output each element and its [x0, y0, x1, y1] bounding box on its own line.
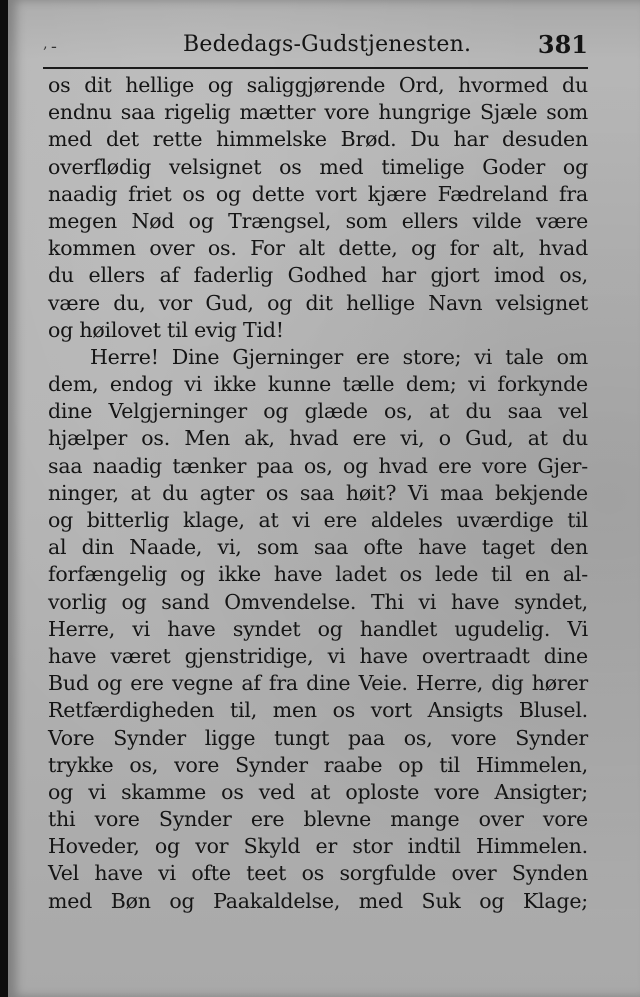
text-line: endnu saa rigelig mætter vore hungrige Sjæle som	[48, 100, 588, 125]
text-line: dine Velgjerninger og glæde os, at du saa vel	[48, 399, 588, 424]
text-line: og høilovet til evig Tid!	[48, 317, 284, 342]
text-line: du ellers af faderlig Godhed har gjort imod os,	[48, 263, 588, 288]
text-line: og vi skamme os ved at oploste vore Ansigter;	[48, 779, 588, 804]
text-line: hjælper os. Men ak, hvad ere vi, o Gud, at du	[48, 426, 588, 451]
running-head-title: Bededags-Gudstjenesten.	[183, 32, 472, 57]
text-line: være du, vor Gud, og dit hellige Navn velsignet	[48, 290, 588, 315]
book-page	[8, 0, 640, 997]
text-line: al din Naade, vi, som saa ofte have taget den	[48, 535, 588, 560]
text-line: med Bøn og Paakaldelse, med Suk og Klage;	[48, 888, 588, 913]
text-line: Hoveder, og vor Skyld er stor indtil Himmelen.	[48, 834, 588, 859]
text-line: dem, endog vi ikke kunne tælle dem; vi forkynde	[48, 372, 588, 397]
text-line: trykke os, vore Synder raabe op til Himmelen,	[48, 752, 588, 777]
paragraph-start-line: Herre! Dine Gjerninger ere store; vi tale om	[90, 344, 588, 369]
scan-left-edge	[0, 0, 8, 997]
header-rule	[43, 67, 588, 69]
text-line: vorlig og sand Omvendelse. Thi vi have syndet,	[48, 589, 588, 614]
text-line: thi vore Synder ere blevne mange over vore	[48, 807, 588, 832]
page-number: 381	[537, 30, 588, 59]
running-head-mark: ‚ ـ	[43, 36, 57, 52]
text-line: og bitterlig klage, at vi ere aldeles uværdige til	[48, 508, 588, 532]
text-line: megen Nød og Trængsel, som ellers vilde være	[48, 208, 588, 233]
text-line: Herre, vi have syndet og handlet ugudelig. Vi	[48, 616, 588, 641]
text-line: os dit hellige og saliggjørende Ord, hvormed du	[48, 73, 588, 97]
text-line: overflødig velsignet os med timelige Goder og	[48, 154, 588, 179]
body-text	[48, 72, 588, 915]
text-line: Vel have vi ofte teet os sorgfulde over Synden	[48, 861, 588, 886]
text-line: naadig friet os og dette vort kjære Fædreland fra	[48, 181, 588, 206]
text-line: kommen over os. For alt dette, og for alt, hvad	[48, 236, 588, 261]
text-line: forfængelig og ikke have ladet os lede til en al-	[48, 562, 588, 587]
text-line: Retfærdigheden til, men os vort Ansigts Blusel.	[48, 698, 588, 723]
running-head	[43, 30, 588, 62]
text-line: med det rette himmelske Brød. Du har desuden	[48, 127, 588, 152]
text-line: have været gjenstridige, vi have overtraadt dine	[48, 643, 588, 668]
text-line: saa naadig tænker paa os, og hvad ere vore Gjer-	[48, 453, 588, 478]
text-line: ninger, at du agter os saa høit? Vi maa bekjende	[48, 480, 588, 505]
text-line: Vore Synder ligge tungt paa os, vore Synder	[48, 725, 588, 750]
text-line: Bud og ere vegne af fra dine Veie. Herre, dig hører	[48, 671, 588, 696]
